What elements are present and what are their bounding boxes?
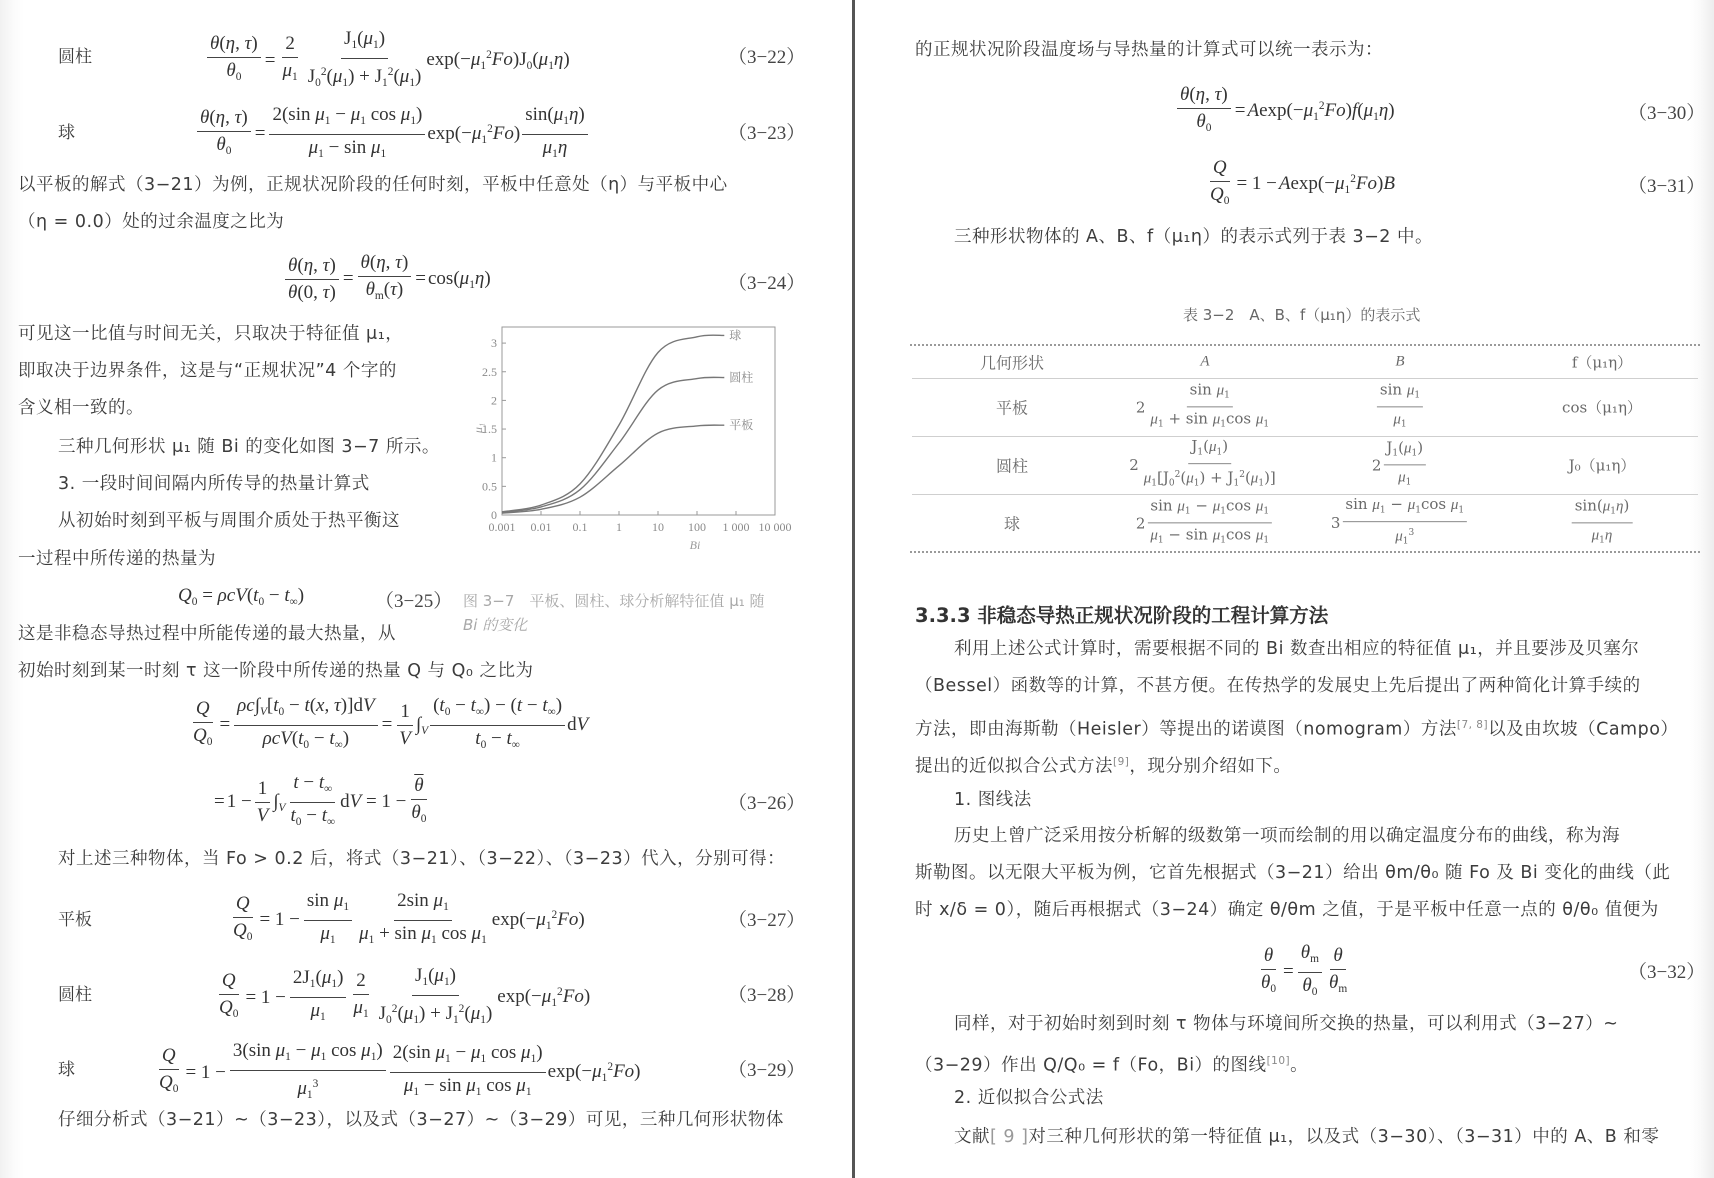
x-axis-label: Bi <box>689 538 701 552</box>
citation[interactable]: [7, 8] <box>1456 719 1489 731</box>
paragraph-line: 提出的近似拟合公式方法[9]，现分别介绍如下。 <box>915 756 1292 777</box>
equation-3-26-line1: $\frac{Q}{Q_0}$ = $\frac{\rho c\int_V[t_0 - t(x, \tau)]dV}{\rho cV(t_0 - t_\infty)}$ = $\frac{1}{V}$ $\int_V$ $\frac{(t_0 - t_\infty) - (t - t_\infty)}{t_0 - t_\infty}$ dV <box>193 695 589 751</box>
paragraph-line: 从初始时刻到平板与周围介质处于热平衡这 <box>58 511 400 531</box>
table-top-rule <box>910 344 1700 346</box>
equation-3-27: $\frac{Q}{Q_0}$ = 1 − $\frac{\sin \mu_1}{\mu_1}$ $\frac{2\sin \mu_1}{\mu_1 + \sin \mu_1 \cos \mu_1}$ $\exp(-\mu_1^2Fo)$ <box>233 890 585 946</box>
subheading: 1. 图线法 <box>954 790 1032 810</box>
paragraph-line: 三种几何形状 μ₁ 随 Bi 的变化如图 3−7 所示。 <box>58 437 440 457</box>
paragraph-line: 这是非稳态导热过程中所能传递的最大热量，从 <box>18 624 396 644</box>
paragraph-line: 的正规状况阶段温度场与导热量的计算式可以统一表示为： <box>915 40 1383 60</box>
mu1-vs-bi-plot <box>440 318 800 578</box>
table-row-rule <box>912 494 1698 495</box>
equation-3-26-line2: = 1 − $\frac{1}{V}$ $\int_V$ $\frac{t - t_\infty}{t_0 - t_\infty}$ dV = 1 − $\frac{\overline{\theta}}{\theta_0}$ <box>214 772 427 828</box>
equation-3-28: $\frac{Q}{Q_0}$ = 1 − $\frac{2J_1(\mu_1)}{\mu_1}$ $\frac{2}{\mu_1}$ $\frac{J_1(\mu_1)}{J_0^2(\mu_1) + J_1^2(\mu_1)}$ $\exp(-\mu_1^2Fo)$ <box>219 965 591 1026</box>
table-cell-shape: 平板 <box>995 398 1029 418</box>
table-cell-b: $\frac{\sin \mu_1}{\mu_1}$ <box>1375 380 1425 433</box>
paragraph-line: 仔细分析式（3−21）~（3−23），以及式（3−27）~（3−29）可见，三种几何形状物体 <box>58 1110 784 1130</box>
svg-text:1.5: 1.5 <box>482 422 497 437</box>
table-cell-shape: 球 <box>1003 514 1021 534</box>
table-header-f: f（μ₁η） <box>1571 353 1633 372</box>
svg-text:0.5: 0.5 <box>482 479 497 494</box>
table-header-shape: 几何形状 <box>979 353 1045 373</box>
citation[interactable]: [10] <box>1266 1055 1291 1067</box>
table-cell-f: cos（μ₁η） <box>1562 398 1642 417</box>
table-header-b: B <box>1395 353 1405 370</box>
paragraph-line: 对上述三种物体，当 Fo > 0.2 后，将式（3−21）、（3−22）、（3−23）代入，分别可得： <box>58 849 786 869</box>
svg-text:2: 2 <box>491 393 497 408</box>
eq-3-23-number: （3−23） <box>728 123 806 144</box>
eq-3-22-number: （3−22） <box>728 47 806 68</box>
eq-3-30-number: （3−30） <box>1628 103 1706 124</box>
svg-text:1: 1 <box>491 450 497 465</box>
curve-球 <box>502 335 724 512</box>
eq-3-23-label: 球 <box>58 123 75 143</box>
section-heading: 3.3.3 非稳态导热正规状况阶段的工程计算方法 <box>915 604 1329 627</box>
citation[interactable]: [9] <box>1113 756 1130 768</box>
eq-3-25-number: （3−25） <box>375 591 453 612</box>
figure-caption: 图 3−7 平板、圆柱、球分析解特征值 μ₁ 随 <box>463 592 765 610</box>
equation-3-29: $\frac{Q}{Q_0}$ = 1 − $\frac{3(\sin \mu_1 - \mu_1 \cos \mu_1)}{\mu_1^3}$ $\frac{2(\sin \mu_1 - \mu_1 \cos \mu_1)}{\mu_1 - \sin \mu_1 \cos \mu_1}$ $\exp(-\mu_1^2Fo)$ <box>159 1040 641 1101</box>
svg-text:球: 球 <box>729 328 742 343</box>
paragraph-line: 历史上曾广泛采用按分析解的级数第一项而绘制的用以确定温度分布的曲线，称为海 <box>954 826 1620 846</box>
equation-3-30: $\frac{\theta(\eta, \tau)}{\theta_0}$ = $Aexp(-\mu_1^2Fo)f(\mu_1\eta)$ <box>1175 84 1395 139</box>
paragraph-line: 文献[ 9 ]对三种几何形状的第一特征值 μ₁，以及式（3−30）、（3−31）中的 A、B 和零 <box>954 1127 1660 1147</box>
svg-text:1: 1 <box>616 520 622 534</box>
svg-text:3: 3 <box>491 336 497 351</box>
eq-3-24-number: （3−24） <box>728 273 806 294</box>
subheading: 2. 近似拟合公式法 <box>954 1088 1104 1108</box>
eq-3-22-label: 圆柱 <box>58 47 92 67</box>
paragraph-line: 含义相一致的。 <box>18 398 144 418</box>
svg-text:圆柱: 圆柱 <box>729 370 754 385</box>
equation-3-24: $\frac{\theta(\eta, \tau)}{\theta(0, \tau)}$ = $\frac{\theta(\eta, \tau)}{\theta_m(\tau)}$ = $\cos(\mu_1\eta)$ <box>283 252 491 307</box>
eq-3-28-label: 圆柱 <box>58 985 92 1005</box>
paragraph-line: 利用上述公式计算时，需要根据不同的 Bi 数查出相应的特征值 μ₁，并且要涉及贝塞尔 <box>954 639 1640 659</box>
paragraph-line: 可见这一比值与时间无关，只取决于特征值 μ₁， <box>18 324 404 344</box>
paragraph-line: 斯勒图。以无限大平板为例，它首先根据式（3−21）给出 θm/θ₀ 随 Fo 及 Bi 变化的曲线（此 <box>915 863 1671 883</box>
table-cell-a: 2 $\frac{\sin \mu_1}{\mu_1 + \sin \mu_1\cos \mu_1}$ <box>1135 380 1270 430</box>
svg-text:0.001: 0.001 <box>488 520 516 534</box>
equation-3-23: $\frac{\theta(\eta, \tau)}{\theta_0}$ = $\frac{2(\sin \mu_1 - \mu_1 \cos \mu_1)}{\mu_1 - \sin \mu_1}$ $\exp(-\mu_1^2Fo)$ $\frac{\sin(\mu_1\eta)}{\mu_1\eta}$ <box>195 104 590 165</box>
equation-3-22: $\frac{\theta(\eta, \tau)}{\theta_0}$ = $\frac{2}{\mu_1}$ $\frac{J_1(\mu_1)}{J_0^2(\mu_1) + J_1^2(\mu_1)}$ $\exp(-\mu_1^2Fo)J_0(\mu_1\eta)$ <box>205 28 570 94</box>
paragraph-line: 即取决于边界条件，这是与“正规状况”4 个字的 <box>18 361 397 381</box>
table-cell-f: J₀（μ₁η） <box>1568 456 1636 475</box>
paragraph-line: （3−29）作出 Q/Q₀ = f（Fo，Bi）的图线[10]。 <box>915 1055 1309 1076</box>
curve-圆柱 <box>502 377 724 512</box>
svg-text:1 000: 1 000 <box>722 520 750 534</box>
table-header-a: A <box>1200 353 1210 370</box>
table-cell-f: $\frac{\sin(\mu_1\eta)}{\mu_1\eta}$ <box>1570 496 1635 549</box>
paragraph-line: 一过程中所传递的热量为 <box>18 549 216 569</box>
paragraph-line: 以平板的解式（3−21）为例，正规状况阶段的任何时刻，平板中任意处（η）与平板中心 <box>18 175 728 195</box>
figure-3-7-chart <box>440 318 800 578</box>
paragraph-line: 三种形状物体的 A、B、f（μ₁η）的表示式列于表 3−2 中。 <box>954 227 1433 247</box>
paragraph-line: 初始时刻到某一时刻 τ 这一阶段中所传递的热量 Q 与 Q₀ 之比为 <box>18 661 534 681</box>
svg-text:0: 0 <box>491 508 497 522</box>
paragraph-line: 时 x/δ = 0），随后再根据式（3−24）确定 θ/θm 之值，于是平板中任意一点的 θ/θ₀ 值便为 <box>915 900 1659 920</box>
paragraph-line: 同样，对于初始时刻到时刻 τ 物体与环境间所交换的热量，可以利用式（3−27）~ <box>954 1014 1619 1034</box>
subheading: 3. 一段时间间隔内所传导的热量计算式 <box>58 474 370 494</box>
table-cell-a: 2 $\frac{\sin \mu_1 - \mu_1\cos \mu_1}{\mu_1 - \sin \mu_1\cos \mu_1}$ <box>1136 496 1274 549</box>
table-caption: 表 3−2 A、B、f（μ₁η）的表示式 <box>1183 306 1421 324</box>
equation-3-31: $\frac{Q}{Q_0}$ = 1 − $Aexp(-\mu_1^2Fo)B$ <box>1210 157 1395 207</box>
paragraph-line: （η = 0.0）处的过余温度之比为 <box>18 212 285 232</box>
svg-text:2.5: 2.5 <box>482 364 497 379</box>
svg-text:10: 10 <box>652 520 664 534</box>
table-cell-b: 2 $\frac{J_1(\mu_1)}{\mu_1}$ <box>1372 438 1428 491</box>
equation-3-32: $\frac{\theta}{\theta_0}$ = $\frac{\theta_m}{\theta_0}$ $\frac{\theta}{\theta_m}$ <box>1261 942 1348 998</box>
svg-text:100: 100 <box>688 520 706 534</box>
svg-text:0.01: 0.01 <box>530 520 552 534</box>
equation-3-25: $Q_0 = \rho cV(t_0 - t_\infty)$ <box>178 585 305 608</box>
table-bottom-rule <box>910 551 1700 553</box>
y-axis-label: μ₁ <box>471 422 485 434</box>
citation[interactable]: [ 9 ] <box>990 1127 1029 1147</box>
table-row-rule <box>912 436 1698 437</box>
eq-3-26-number: （3−26） <box>728 793 806 814</box>
table-cell-shape: 圆柱 <box>995 456 1029 476</box>
eq-3-31-number: （3−31） <box>1628 176 1706 197</box>
eq-3-29-number: （3−29） <box>728 1060 806 1081</box>
table-cell-b: 3 $\frac{\sin \mu_1 - \mu_1\cos \mu_1}{\mu_1^3}$ <box>1331 495 1469 551</box>
eq-3-29-label: 球 <box>58 1060 75 1080</box>
svg-text:10 000: 10 000 <box>758 520 792 534</box>
eq-3-27-number: （3−27） <box>728 910 806 931</box>
svg-text:0.1: 0.1 <box>572 520 588 534</box>
eq-3-32-number: （3−32） <box>1628 962 1706 983</box>
eq-3-28-number: （3−28） <box>728 985 806 1006</box>
svg-text:平板: 平板 <box>729 418 754 433</box>
eq-3-27-label: 平板 <box>58 910 92 930</box>
paragraph-line: （Bessel）函数等的计算，不甚方便。在传热学的发展史上先后提出了两种简化计算手续的 <box>915 676 1641 696</box>
table-header-rule <box>912 378 1698 379</box>
paragraph-line: 方法，即由海斯勒（Heisler）等提出的诺谟图（nomogram）方法[7, 8]以及由坎坡（Campo） <box>915 719 1679 740</box>
table-cell-a: 2 $\frac{J_1(\mu_1)}{\mu_1[J_0^2(\mu_1) + J_1^2(\mu_1)]}$ <box>1129 437 1276 489</box>
curve-平板 <box>502 425 724 513</box>
figure-caption-line2: Bi 的变化 <box>463 616 528 634</box>
